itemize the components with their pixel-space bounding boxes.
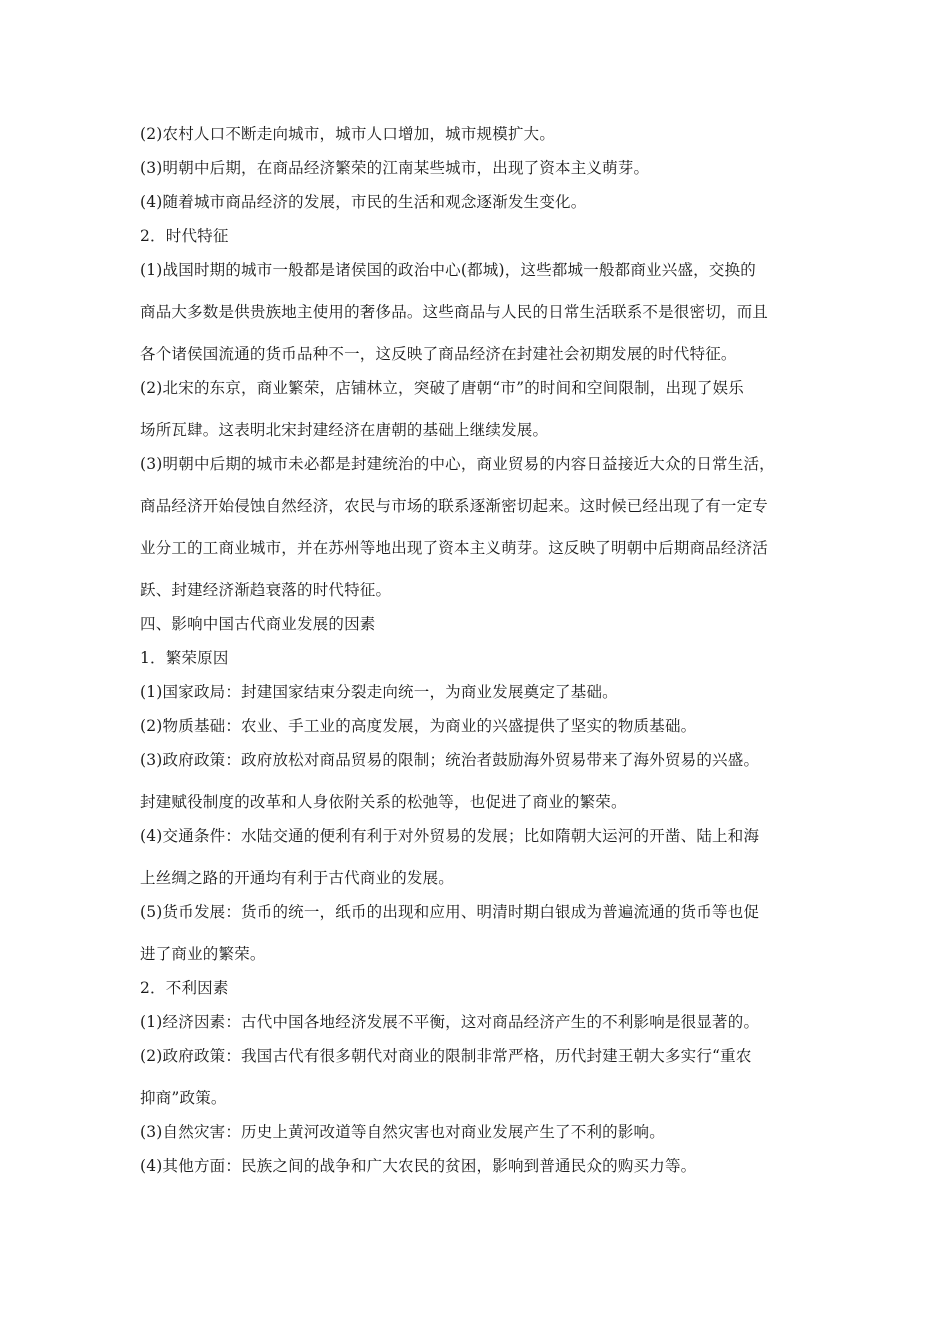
- section-heading: 2．时代特征: [140, 227, 229, 245]
- text-line: (2)物质基础：农业、手工业的高度发展，为商业的兴盛提供了坚实的物质基础。: [140, 717, 697, 735]
- text-line: (4)随着城市商品经济的发展，市民的生活和观念逐渐发生变化。: [140, 193, 587, 211]
- text-line: 各个诸侯国流通的货币品种不一，这反映了商品经济在封建社会初期发展的时代特征。: [140, 345, 737, 363]
- text-line: 进了商业的繁荣。: [140, 945, 266, 963]
- text-line: (4)其他方面：民族之间的战争和广大农民的贫困，影响到普通民众的购买力等。: [140, 1157, 697, 1175]
- subsection-heading: 2．不利因素: [140, 979, 229, 997]
- text-line: 商品大多数是供贵族地主使用的奢侈品。这些商品与人民的日常生活联系不是很密切，而且: [140, 303, 769, 321]
- text-line: 抑商”政策。: [140, 1089, 227, 1107]
- text-line: (3)政府政策：政府放松对商品贸易的限制；统治者鼓励海外贸易带来了海外贸易的兴盛。: [140, 751, 760, 769]
- text-line: (4)交通条件：水陆交通的便利有利于对外贸易的发展；比如隋朝大运河的开凿、陆上和海: [140, 827, 760, 845]
- text-line: (1)战国时期的城市一般都是诸侯国的政治中心(都城)，这些都城一般都商业兴盛，交换的: [140, 261, 756, 279]
- text-line: 商品经济开始侵蚀自然经济，农民与市场的联系逐渐密切起来。这时候已经出现了有一定专: [140, 497, 769, 515]
- text-line: (2)农村人口不断走向城市，城市人口增加，城市规模扩大。: [140, 125, 556, 143]
- text-line: 跃、封建经济渐趋衰落的时代特征。: [140, 581, 392, 599]
- text-line: (2)北宋的东京，商业繁荣，店铺林立，突破了唐朝“市”的时间和空间限制，出现了娱乐: [140, 379, 745, 397]
- subsection-heading: 1．繁荣原因: [140, 649, 229, 667]
- section-heading: 四、影响中国古代商业发展的因素: [140, 615, 376, 633]
- text-line: (5)货币发展：货币的统一，纸币的出现和应用、明清时期白银成为普遍流通的货币等也促: [140, 903, 760, 921]
- text-line: 封建赋役制度的改革和人身依附关系的松弛等，也促进了商业的繁荣。: [140, 793, 627, 811]
- text-line: 场所瓦肆。这表明北宋封建经济在唐朝的基础上继续发展。: [140, 421, 549, 439]
- text-line: (1)国家政局：封建国家结束分裂走向统一，为商业发展奠定了基础。: [140, 683, 618, 701]
- text-line: (3)明朝中后期的城市未必都是封建统治的中心，商业贸易的内容日益接近大众的日常生活，: [140, 455, 775, 473]
- text-line: (3)明朝中后期，在商品经济繁荣的江南某些城市，出现了资本主义萌芽。: [140, 159, 650, 177]
- text-line: 上丝绸之路的开通均有利于古代商业的发展。: [140, 869, 455, 887]
- document-body: [140, 124, 830, 1177]
- text-line: (1)经济因素：古代中国各地经济发展不平衡，这对商品经济产生的不利影响是很显著的。: [140, 1013, 760, 1031]
- text-line: 业分工的工商业城市，并在苏州等地出现了资本主义萌芽。这反映了明朝中后期商品经济活: [140, 539, 769, 557]
- text-line: (2)政府政策：我国古代有很多朝代对商业的限制非常严格，历代封建王朝大多实行“重农: [140, 1047, 752, 1065]
- text-line: (3)自然灾害：历史上黄河改道等自然灾害也对商业发展产生了不利的影响。: [140, 1123, 665, 1141]
